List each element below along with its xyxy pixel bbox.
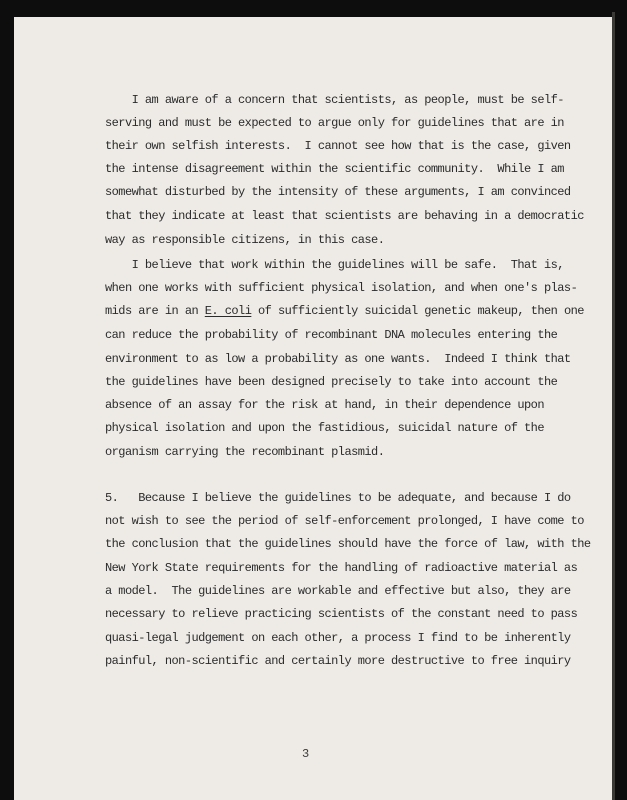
text-line: the guidelines have been designed precisely to take into account the [105, 375, 558, 389]
text-line: a model. The guidelines are workable and effective but also, they are [105, 584, 571, 598]
text-line: not wish to see the period of self-enforcement prolonged, I have come to [105, 514, 584, 528]
text-line: their own selfish interests. I cannot see how that is the case, given [105, 139, 571, 153]
text-line: the intense disagreement within the scientific community. While I am [105, 162, 564, 176]
text-line: the conclusion that the guidelines should have the force of law, with the [105, 537, 591, 551]
text-line: serving and must be expected to argue only for guidelines that are in [105, 116, 564, 130]
text-line [105, 304, 584, 318]
text-line: necessary to relieve practicing scientists of the constant need to pass [105, 607, 578, 621]
text-line: 5. Because I believe the guidelines to be adequate, and because I do [105, 491, 571, 505]
text-line: painful, non-scientific and certainly more destructive to free inquiry [105, 654, 571, 668]
text-line: organism carrying the recombinant plasmid. [105, 445, 385, 459]
page-edge-shadow [612, 12, 615, 800]
text-line: I am aware of a concern that scientists, as people, must be self- [105, 93, 564, 107]
text-line: environment to as low a probability as one wants. Indeed I think that [105, 352, 571, 366]
text-line: somewhat disturbed by the intensity of these arguments, I am convinced [105, 185, 571, 199]
text-segment: mids are in an [105, 304, 205, 318]
document-page [14, 17, 612, 800]
text-line: when one works with sufficient physical isolation, and when one's plas- [105, 281, 578, 295]
text-segment: of sufficiently suicidal genetic makeup, then one [251, 304, 584, 318]
text-line: I believe that work within the guidelines will be safe. That is, [105, 258, 564, 272]
underlined-organism-name: E. coli [204, 304, 252, 318]
text-line: can reduce the probability of recombinant DNA molecules entering the [105, 328, 558, 342]
text-line: way as responsible citizens, in this case. [105, 233, 385, 247]
text-line: physical isolation and upon the fastidious, suicidal nature of the [105, 421, 544, 435]
text-line: absence of an assay for the risk at hand, in their dependence upon [105, 398, 544, 412]
page-number: 3 [302, 747, 310, 761]
text-line: quasi-legal judgement on each other, a process I find to be inherently [105, 631, 571, 645]
text-line: New York State requirements for the handling of radioactive material as [105, 561, 578, 575]
text-line: that they indicate at least that scientists are behaving in a democratic [105, 209, 584, 223]
